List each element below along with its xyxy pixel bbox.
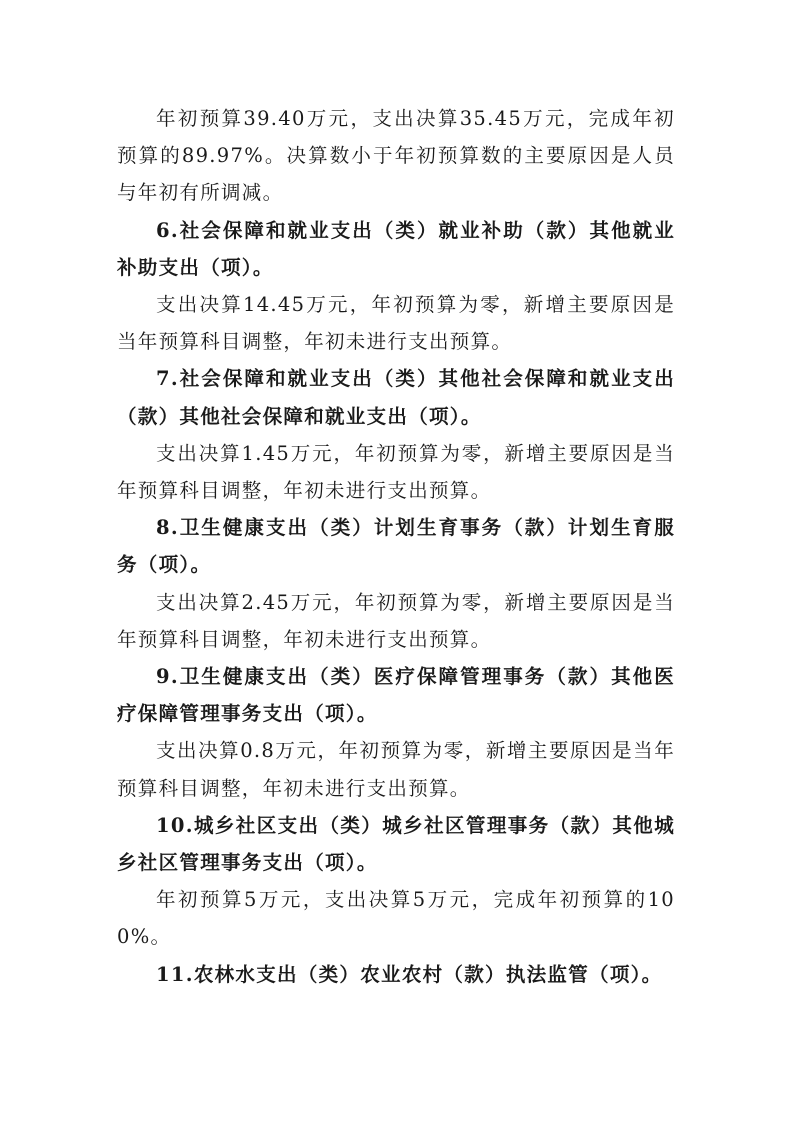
section-heading: 8.卫生健康支出（类）计划生育事务（款）计划生育服务（项）。 (117, 516, 675, 577)
section-heading: 6.社会保障和就业支出（类）就业补助（款）其他就业补助支出（项）。 (117, 218, 675, 279)
body-paragraph: 支出决算2.45万元，年初预算为零，新增主要原因是当年预算科目调整，年初未进行支出预算。 (117, 590, 675, 651)
body-paragraph: 年初预算39.40万元，支出决算35.45万元，完成年初预算的89.97%。决算数小于年初预算数的主要原因是人员与年初有所调减。 (117, 107, 675, 205)
body-paragraph: 年初预算5万元，支出决算5万元，完成年初预算的100%。 (117, 888, 675, 949)
body-paragraph: 支出决算14.45万元，年初预算为零，新增主要原因是当年预算科目调整，年初未进行支出预算。 (117, 293, 675, 354)
body-paragraph: 支出决算0.8万元，年初预算为零，新增主要原因是当年预算科目调整，年初未进行支出预算。 (117, 739, 675, 800)
section-heading: 11.农林水支出（类）农业农村（款）执法监管（项）。 (156, 962, 663, 986)
document-page (117, 100, 675, 993)
body-paragraph: 支出决算1.45万元，年初预算为零，新增主要原因是当年预算科目调整，年初未进行支出预算。 (117, 441, 675, 503)
section-heading: 10.城乡社区支出（类）城乡社区管理事务（款）其他城乡社区管理事务支出（项）。 (117, 813, 675, 875)
section-heading: 7.社会保障和就业支出（类）其他社会保障和就业支出（款）其他社会保障和就业支出（项）。 (117, 367, 675, 428)
section-heading: 9.卫生健康支出（类）医疗保障管理事务（款）其他医疗保障管理事务支出（项）。 (117, 665, 675, 726)
